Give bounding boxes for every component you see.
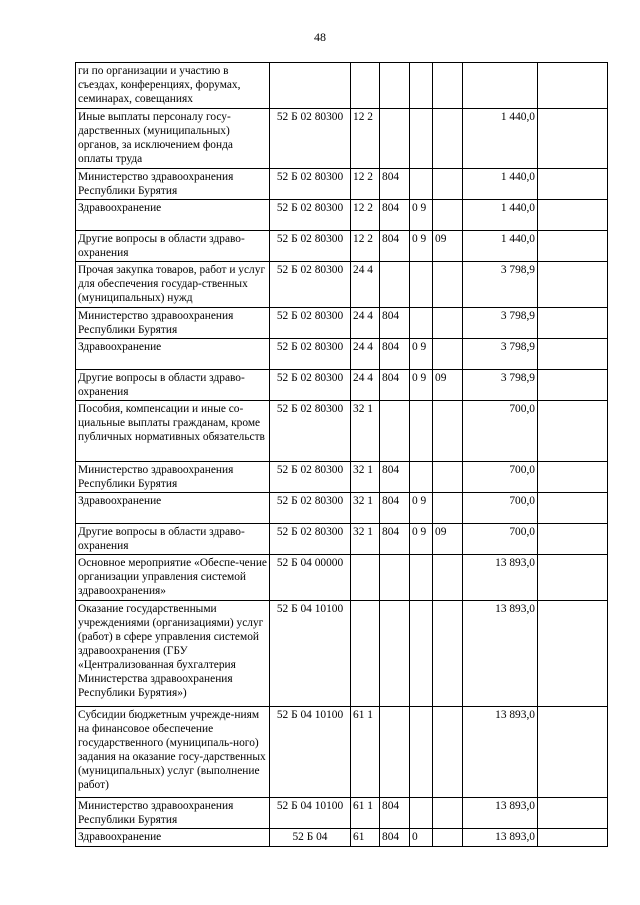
row-amount: 13 893,0 xyxy=(463,555,538,601)
row-amount: 1 440,0 xyxy=(463,200,538,231)
row-target-article: 52 Б 02 80300 xyxy=(270,462,351,493)
table-row xyxy=(76,169,608,200)
row-empty-cell xyxy=(538,493,608,524)
row-section xyxy=(410,707,433,798)
row-name: Пособия, компенсации и иные со-циальные выплаты гражданам, кроме публичных нормативных обязательств xyxy=(76,401,270,462)
row-name: Прочая закупка товаров, работ и услуг для обеспечения государ-ственных (муниципальных) нужд xyxy=(76,262,270,308)
row-section xyxy=(410,462,433,493)
table-row xyxy=(76,462,608,493)
table-row xyxy=(76,262,608,308)
row-amount: 3 798,9 xyxy=(463,262,538,308)
row-expense-type: 32 1 xyxy=(351,401,380,462)
row-target-article: 52 Б 02 80300 xyxy=(270,339,351,370)
row-section: 0 9 xyxy=(410,200,433,231)
row-target-article: 52 Б 02 80300 xyxy=(270,401,351,462)
row-name: Оказание государственными учреждениями (организациями) услуг (работ) в сфере управления системой здравоохранения (ГБУ «Централизованная бухгалтерия Министерства здравоохранения Республики Бурятия») xyxy=(76,601,270,707)
row-subsection xyxy=(433,601,463,707)
row-target-article: 52 Б 02 80300 xyxy=(270,524,351,555)
row-expense-type: 12 2 xyxy=(351,109,380,169)
row-amount: 13 893,0 xyxy=(463,798,538,829)
table-row xyxy=(76,707,608,798)
row-budget-administrator xyxy=(380,601,410,707)
row-budget-administrator xyxy=(380,401,410,462)
row-budget-administrator: 804 xyxy=(380,339,410,370)
row-subsection: 09 xyxy=(433,370,463,401)
row-name: Здравоохранение xyxy=(76,829,270,847)
row-expense-type: 24 4 xyxy=(351,262,380,308)
table-row xyxy=(76,601,608,707)
row-amount: 1 440,0 xyxy=(463,109,538,169)
table-row xyxy=(76,798,608,829)
table-row xyxy=(76,308,608,339)
row-section xyxy=(410,308,433,339)
row-amount: 13 893,0 xyxy=(463,829,538,847)
row-amount xyxy=(463,63,538,109)
row-budget-administrator xyxy=(380,262,410,308)
row-section xyxy=(410,169,433,200)
row-section: 0 9 xyxy=(410,524,433,555)
row-budget-administrator: 804 xyxy=(380,798,410,829)
row-name: Субсидии бюджетным учрежде-ниям на финансовое обеспечение государственного (муниципаль-ного) задания на оказание госу-дарственных (муниципальных) услуг (выполнение работ) xyxy=(76,707,270,798)
row-empty-cell xyxy=(538,524,608,555)
row-expense-type xyxy=(351,601,380,707)
row-section xyxy=(410,555,433,601)
row-expense-type xyxy=(351,555,380,601)
table-row xyxy=(76,555,608,601)
row-amount: 1 440,0 xyxy=(463,231,538,262)
row-amount: 13 893,0 xyxy=(463,601,538,707)
row-amount: 1 440,0 xyxy=(463,169,538,200)
row-name: Министерство здравоохранения Республики Бурятия xyxy=(76,308,270,339)
row-subsection xyxy=(433,493,463,524)
row-name: Здравоохранение xyxy=(76,493,270,524)
row-subsection xyxy=(433,555,463,601)
row-empty-cell xyxy=(538,109,608,169)
row-empty-cell xyxy=(538,798,608,829)
row-expense-type: 61 1 xyxy=(351,707,380,798)
table-row xyxy=(76,370,608,401)
row-section: 0 9 xyxy=(410,231,433,262)
row-section: 0 9 xyxy=(410,339,433,370)
row-expense-type: 61 xyxy=(351,829,380,847)
row-budget-administrator: 804 xyxy=(380,370,410,401)
row-subsection xyxy=(433,707,463,798)
budget-table xyxy=(75,62,608,847)
row-target-article: 52 Б 02 80300 xyxy=(270,493,351,524)
row-expense-type xyxy=(351,63,380,109)
row-empty-cell xyxy=(538,231,608,262)
row-empty-cell xyxy=(538,169,608,200)
row-empty-cell xyxy=(538,308,608,339)
row-budget-administrator: 804 xyxy=(380,462,410,493)
row-amount: 3 798,9 xyxy=(463,308,538,339)
row-budget-administrator xyxy=(380,707,410,798)
row-amount: 3 798,9 xyxy=(463,339,538,370)
table-row xyxy=(76,109,608,169)
row-section xyxy=(410,262,433,308)
table-row xyxy=(76,200,608,231)
row-section xyxy=(410,401,433,462)
row-target-article: 52 Б 04 10100 xyxy=(270,798,351,829)
row-budget-administrator: 804 xyxy=(380,524,410,555)
row-target-article: 52 Б 02 80300 xyxy=(270,109,351,169)
row-target-article: 52 Б 02 80300 xyxy=(270,308,351,339)
row-budget-administrator: 804 xyxy=(380,200,410,231)
row-name: Другие вопросы в области здраво-охранения xyxy=(76,231,270,262)
row-expense-type: 32 1 xyxy=(351,462,380,493)
row-amount: 3 798,9 xyxy=(463,370,538,401)
row-name: Министерство здравоохранения Республики Бурятия xyxy=(76,169,270,200)
row-expense-type: 12 2 xyxy=(351,231,380,262)
row-empty-cell xyxy=(538,339,608,370)
row-subsection xyxy=(433,401,463,462)
table-row xyxy=(76,231,608,262)
row-name: Иные выплаты персоналу госу-дарственных (муниципальных) органов, за исключением фонда оплаты труда xyxy=(76,109,270,169)
row-section: 0 9 xyxy=(410,370,433,401)
row-empty-cell xyxy=(538,462,608,493)
row-subsection xyxy=(433,169,463,200)
row-subsection xyxy=(433,262,463,308)
row-section xyxy=(410,63,433,109)
row-budget-administrator: 804 xyxy=(380,308,410,339)
table-row xyxy=(76,493,608,524)
row-expense-type: 24 4 xyxy=(351,308,380,339)
table-row xyxy=(76,339,608,370)
row-subsection xyxy=(433,200,463,231)
row-expense-type: 24 4 xyxy=(351,370,380,401)
row-empty-cell xyxy=(538,63,608,109)
row-subsection xyxy=(433,308,463,339)
row-name: Здравоохранение xyxy=(76,200,270,231)
row-expense-type: 24 4 xyxy=(351,339,380,370)
row-target-article: 52 Б 02 80300 xyxy=(270,370,351,401)
row-section xyxy=(410,109,433,169)
row-section xyxy=(410,601,433,707)
row-section: 0 xyxy=(410,829,433,847)
row-subsection xyxy=(433,462,463,493)
table-row xyxy=(76,524,608,555)
row-empty-cell xyxy=(538,370,608,401)
row-amount: 700,0 xyxy=(463,524,538,555)
row-expense-type: 32 1 xyxy=(351,524,380,555)
row-subsection xyxy=(433,109,463,169)
row-amount: 700,0 xyxy=(463,401,538,462)
row-target-article: 52 Б 02 80300 xyxy=(270,262,351,308)
row-name: Министерство здравоохранения Республики Бурятия xyxy=(76,798,270,829)
row-name: Другие вопросы в области здраво-охранения xyxy=(76,524,270,555)
row-target-article: 52 Б 04 10100 xyxy=(270,601,351,707)
row-subsection xyxy=(433,63,463,109)
row-target-article: 52 Б 02 80300 xyxy=(270,200,351,231)
row-target-article: 52 Б 04 00000 xyxy=(270,555,351,601)
row-name: ги по организации и участию в съездах, конференциях, форумах, семинарах, совещаниях xyxy=(76,63,270,109)
row-amount: 13 893,0 xyxy=(463,707,538,798)
row-expense-type: 32 1 xyxy=(351,493,380,524)
row-target-article: 52 Б 04 10100 xyxy=(270,707,351,798)
row-name: Здравоохранение xyxy=(76,339,270,370)
row-subsection xyxy=(433,798,463,829)
row-target-article xyxy=(270,63,351,109)
row-empty-cell xyxy=(538,555,608,601)
row-name: Основное мероприятие «Обеспе-чение организации управления системой здравоохранения» xyxy=(76,555,270,601)
row-name: Другие вопросы в области здраво-охранения xyxy=(76,370,270,401)
row-budget-administrator: 804 xyxy=(380,829,410,847)
row-subsection: 09 xyxy=(433,524,463,555)
table-row xyxy=(76,829,608,847)
table-row xyxy=(76,401,608,462)
row-subsection xyxy=(433,829,463,847)
row-budget-administrator xyxy=(380,109,410,169)
row-name: Министерство здравоохранения Республики Бурятия xyxy=(76,462,270,493)
row-budget-administrator xyxy=(380,63,410,109)
row-subsection xyxy=(433,339,463,370)
row-empty-cell xyxy=(538,262,608,308)
row-section: 0 9 xyxy=(410,493,433,524)
row-budget-administrator: 804 xyxy=(380,231,410,262)
table-row xyxy=(76,63,608,109)
row-amount: 700,0 xyxy=(463,462,538,493)
row-target-article: 52 Б 02 80300 xyxy=(270,169,351,200)
row-target-article: 52 Б 04 xyxy=(270,829,351,847)
row-subsection: 09 xyxy=(433,231,463,262)
row-empty-cell xyxy=(538,601,608,707)
row-target-article: 52 Б 02 80300 xyxy=(270,231,351,262)
row-expense-type: 12 2 xyxy=(351,200,380,231)
row-expense-type: 12 2 xyxy=(351,169,380,200)
row-empty-cell xyxy=(538,829,608,847)
row-section xyxy=(410,798,433,829)
row-amount: 700,0 xyxy=(463,493,538,524)
row-budget-administrator xyxy=(380,555,410,601)
row-empty-cell xyxy=(538,707,608,798)
row-budget-administrator: 804 xyxy=(380,169,410,200)
row-empty-cell xyxy=(538,200,608,231)
page-number: 48 xyxy=(314,30,326,44)
row-empty-cell xyxy=(538,401,608,462)
row-expense-type: 61 1 xyxy=(351,798,380,829)
row-budget-administrator: 804 xyxy=(380,493,410,524)
